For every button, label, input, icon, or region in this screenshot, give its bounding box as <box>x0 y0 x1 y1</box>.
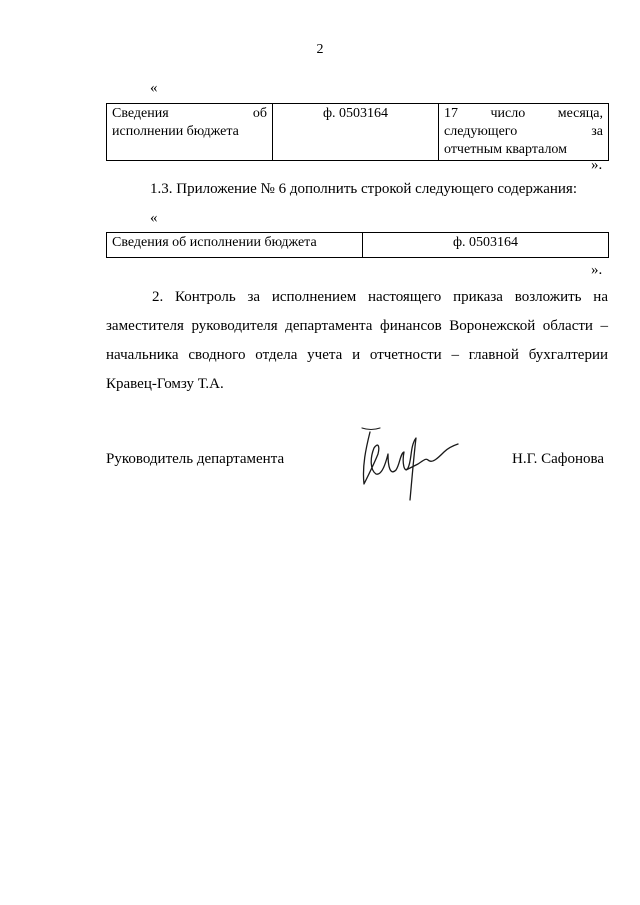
item-1-3-text: 1.3. Приложение № 6 дополнить строкой следующего содержания: <box>150 181 578 197</box>
cell-text: исполнении бюджета <box>112 124 239 139</box>
paragraph-line: начальника сводного отдела учета и отчетности – главной бухгалтерии <box>106 347 608 363</box>
table-cell-form: ф. 0503164 <box>363 233 609 258</box>
item-2-paragraph <box>106 283 608 399</box>
page-number: 2 <box>316 42 324 57</box>
table-cell-name: Сведения об исполнении бюджета <box>107 233 363 258</box>
closing-quote: ». <box>591 262 603 278</box>
cell-text: за <box>591 124 603 139</box>
table-budget-report-1 <box>106 103 609 161</box>
paragraph-line: заместителя руководителя департамента финансов Воронежской области – <box>106 318 608 334</box>
cell-text: следующего <box>444 124 518 139</box>
handwritten-signature <box>348 418 468 504</box>
cell-line <box>444 123 603 141</box>
table-cell-name <box>107 104 273 161</box>
opening-quote: « <box>150 210 158 226</box>
table-cell-deadline <box>439 104 609 161</box>
cell-text: Сведения <box>112 106 169 121</box>
opening-quote: « <box>150 80 158 96</box>
cell-text: отчетным кварталом <box>444 142 568 157</box>
cell-line <box>444 105 603 123</box>
cell-text: число <box>490 106 526 121</box>
cell-text: 17 <box>444 106 458 121</box>
closing-quote: ». <box>591 157 603 173</box>
cell-text: месяца, <box>557 106 604 121</box>
table-row <box>107 104 609 161</box>
table-budget-report-2 <box>106 232 609 258</box>
paragraph-line: Кравец-Гомзу Т.А. <box>106 376 224 392</box>
cell-text: об <box>252 106 267 121</box>
table-row <box>107 233 609 258</box>
signatory-position: Руководитель департамента <box>106 451 285 467</box>
cell-line <box>112 105 267 123</box>
paragraph-line: 2. Контроль за исполнением настоящего приказа возложить на <box>152 289 608 305</box>
signatory-name: Н.Г. Сафонова <box>512 451 605 467</box>
table-cell-form: ф. 0503164 <box>273 104 439 161</box>
